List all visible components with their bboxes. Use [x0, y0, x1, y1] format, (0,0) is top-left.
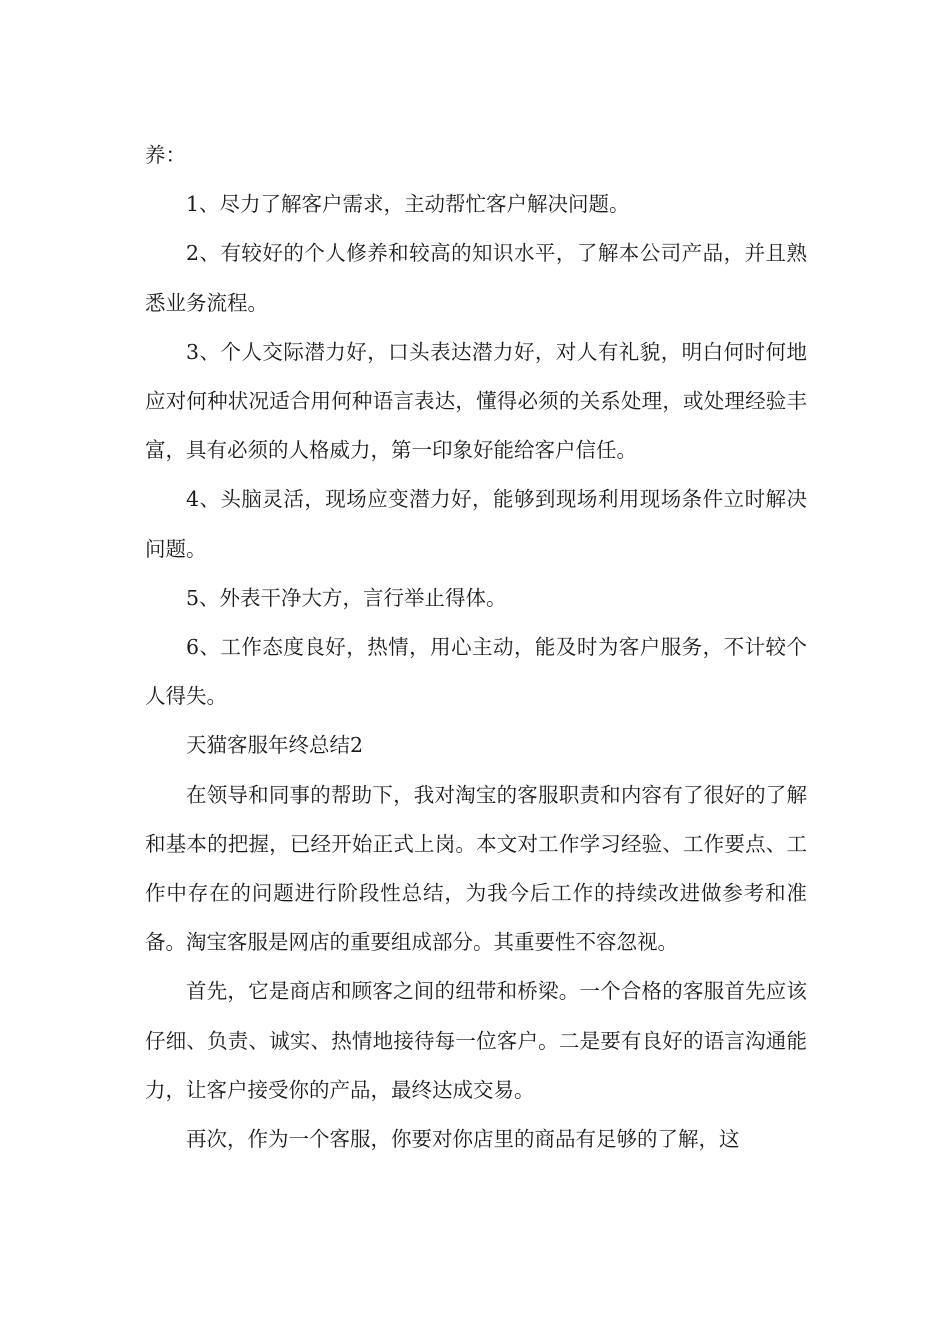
- document-body: [145, 131, 807, 1164]
- paragraph-again: 再次，作为一个客服，你要对你店里的商品有足够的了解，这: [186, 1127, 740, 1152]
- paragraph-item-4: 4、头脑灵活，现场应变潜力好，能够到现场利用现场条件立时解决问题。: [145, 487, 807, 561]
- paragraph-intro: 在领导和同事的帮助下，我对淘宝的客服职责和内容有了很好的了解和基本的把握，已经开始正式上岗。本文对工作学习经验、工作要点、工作中存在的问题进行阶段性总结，为我今后工作的持续改进做参考和准备。淘宝客服是网店的重要组成部分。其重要性不容忽视。: [145, 782, 807, 955]
- section-heading: 天猫客服年终总结2: [186, 733, 364, 758]
- paragraph-item-1: 1、尽力了解客户需求，主动帮忙客户解决问题。: [186, 192, 630, 217]
- paragraph-item-3: 3、个人交际潜力好，口头表达潜力好，对人有礼貌，明白何时何地应对何种状况适合用何种语言表达，懂得必须的关系处理，或处理经验丰富，具有必须的人格威力，第一印象好能给客户信任。: [145, 339, 807, 463]
- paragraph-continuation: 养：: [145, 143, 186, 167]
- paragraph-item-5: 5、外表干净大方，言行举止得体。: [186, 585, 507, 610]
- paragraph-item-6: 6、工作态度良好，热情，用心主动，能及时为客户服务，不计较个人得失。: [145, 635, 807, 709]
- paragraph-item-2: 2、有较好的个人修养和较高的知识水平，了解本公司产品，并且熟悉业务流程。: [145, 241, 807, 315]
- paragraph-first: 首先，它是商店和顾客之间的纽带和桥梁。一个合格的客服首先应该仔细、负责、诚实、热情地接待每一位客户。二是要有良好的语言沟通能力，让客户接受你的产品，最终达成交易。: [145, 979, 807, 1102]
